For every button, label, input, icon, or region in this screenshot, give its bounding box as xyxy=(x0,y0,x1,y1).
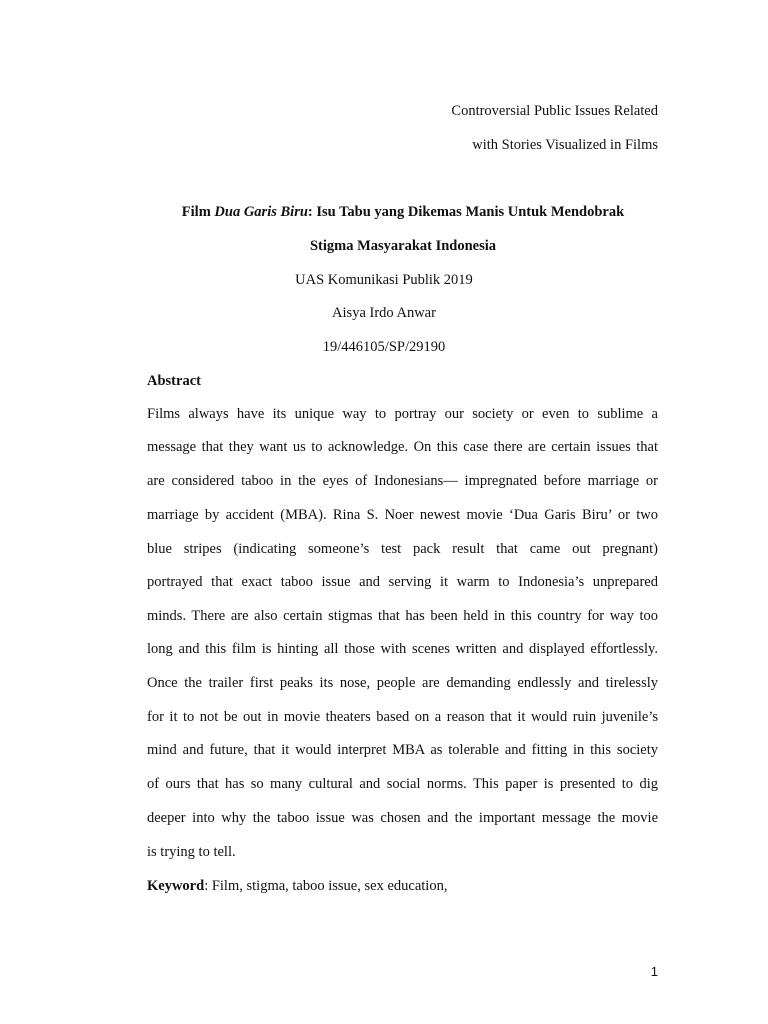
abstract-line: for it to not be out in movie theaters based on a reason that it would ruin juvenile’s xyxy=(147,709,658,725)
abstract-line: minds. There are also certain stigmas that has been held in this country for way too xyxy=(147,608,658,624)
abstract-line: marriage by accident (MBA). Rina S. Noer newest movie ‘Dua Garis Biru’ or two xyxy=(147,507,658,523)
author-name: Aisya Irdo Anwar xyxy=(332,305,436,321)
abstract-line: blue stripes (indicating someone’s test pack result that came out pregnant) xyxy=(147,541,658,557)
abstract-line: Once the trailer first peaks its nose, people are demanding endlessly and tirelessly xyxy=(147,675,658,691)
course-name: UAS Komunikasi Publik 2019 xyxy=(295,272,473,288)
abstract-line: of ours that has so many cultural and social norms. This paper is presented to dig xyxy=(147,776,658,792)
keyword-label: Keyword xyxy=(147,878,205,894)
keyword-text: : Film, stigma, taboo issue, sex education, xyxy=(204,878,448,894)
abstract-line: deeper into why the taboo issue was chosen and the important message the movie xyxy=(147,810,658,826)
abstract-line: is trying to tell. xyxy=(147,844,236,860)
abstract-line: long and this film is hinting all those with scenes written and displayed effortlessly. xyxy=(147,641,658,657)
paper-title-line-2: Stigma Masyarakat Indonesia xyxy=(309,238,497,254)
running-head-line-2: with Stories Visualized in Films xyxy=(472,137,658,153)
page-number: 1 xyxy=(650,964,658,979)
abstract-heading: Abstract xyxy=(147,373,201,389)
keyword-line xyxy=(147,876,447,896)
student-id: 19/446105/SP/29190 xyxy=(322,339,446,355)
paper-title-line-1 xyxy=(0,202,768,222)
running-head-line-1: Controversial Public Issues Related xyxy=(451,103,658,119)
title-prefix: Film xyxy=(181,204,215,220)
abstract-line: portrayed that exact taboo issue and serving it warm to Indonesia’s unprepared xyxy=(147,574,658,590)
title-rest: : Isu Tabu yang Dikemas Manis Untuk Mendobrak xyxy=(307,204,625,220)
abstract-line: message that they want us to acknowledge. On this case there are certain issues that xyxy=(147,439,658,455)
abstract-line: mind and future, that it would interpret MBA as tolerable and fitting in this society xyxy=(147,742,658,758)
abstract-line: Films always have its unique way to portray our society or even to sublime a xyxy=(147,406,658,422)
abstract-line: are considered taboo in the eyes of Indonesians— impregnated before marriage or xyxy=(147,473,658,489)
title-film-name: Dua Garis Biru xyxy=(214,204,308,220)
